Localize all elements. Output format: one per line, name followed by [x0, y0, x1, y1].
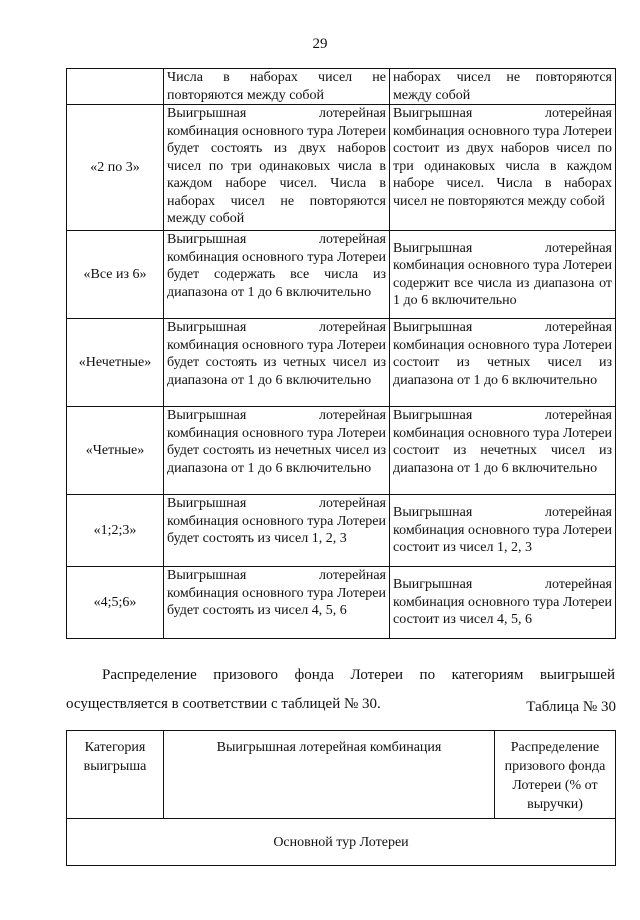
table-caption: Таблица № 30 [526, 699, 616, 715]
draw-condition: Выигрышная лотерейная комбинация основного тура Лотереи будет содержать все числа из диапазона от 1 до 6 включительно [164, 231, 390, 319]
table-row [67, 495, 616, 567]
table-row [67, 407, 616, 495]
prize-distribution-table [66, 730, 616, 866]
draw-condition: Выигрышная лотерейная комбинация основного тура Лотереи будет состоять из двух наборов чисел по три одинаковых числа в каждом наборе чисел. Числа в наборах чисел не повторяются между собой [164, 105, 390, 231]
section-row [67, 819, 616, 866]
draw-condition: Выигрышная лотерейная комбинация основного тура Лотереи будет состоять из чисел 1, 2, 3 [164, 495, 390, 567]
win-condition: Выигрышная лотерейная комбинация основного тура Лотереи состоит из четных чисел из диапазона от 1 до 6 включительно [390, 319, 616, 407]
category-name: «2 по 3» [67, 105, 164, 231]
win-condition: Выигрышная лотерейная комбинация основного тура Лотереи содержит все числа из диапазона от 1 до 6 включительно [390, 231, 616, 319]
win-condition: Выигрышная лотерейная комбинация основного тура Лотереи состоит из нечетных чисел из диапазона от 1 до 6 включительно [390, 407, 616, 495]
table-row [67, 69, 616, 105]
body-paragraph: Распределение призового фонда Лотереи по категориям выигрышей осуществляется в соответствии с таблицей № 30. [66, 667, 615, 712]
category-name: «Нечетные» [67, 319, 164, 407]
header-distribution: Распределение призового фонда Лотереи (% от выручки) [495, 731, 616, 819]
section-title: Основной тур Лотереи [67, 819, 616, 866]
category-name: «4;5;6» [67, 567, 164, 639]
lottery-rules-table [66, 68, 616, 639]
category-name [67, 69, 164, 105]
category-name: «Четные» [67, 407, 164, 495]
category-name: «Все из 6» [67, 231, 164, 319]
header-combination: Выигрышная лотерейная комбинация [164, 731, 495, 819]
draw-condition: Числа в наборах чисел не повторяются между собой [164, 69, 390, 105]
header-category: Категория выигрыша [67, 731, 164, 819]
win-condition: Выигрышная лотерейная комбинация основного тура Лотереи состоит из чисел 1, 2, 3 [390, 495, 616, 567]
win-condition: Выигрышная лотерейная комбинация основного тура Лотереи состоит из двух наборов чисел по три одинаковых числа в каждом наборе чисел. Числа в наборах чисел не повторяются между собой [390, 105, 616, 231]
table-header-row [67, 731, 616, 819]
page-number: 29 [312, 36, 328, 52]
table-row [67, 567, 616, 639]
table-row [67, 105, 616, 231]
table-row [67, 319, 616, 407]
draw-condition: Выигрышная лотерейная комбинация основного тура Лотереи будет состоять из четных чисел из диапазона от 1 до 6 включительно [164, 319, 390, 407]
win-condition: наборах чисел не повторяются между собой [390, 69, 616, 105]
draw-condition: Выигрышная лотерейная комбинация основного тура Лотереи будет состоять из нечетных чисел из диапазона от 1 до 6 включительно [164, 407, 390, 495]
win-condition: Выигрышная лотерейная комбинация основного тура Лотереи состоит из чисел 4, 5, 6 [390, 567, 616, 639]
draw-condition: Выигрышная лотерейная комбинация основного тура Лотереи будет состоять из чисел 4, 5, 6 [164, 567, 390, 639]
table-row [67, 231, 616, 319]
category-name: «1;2;3» [67, 495, 164, 567]
